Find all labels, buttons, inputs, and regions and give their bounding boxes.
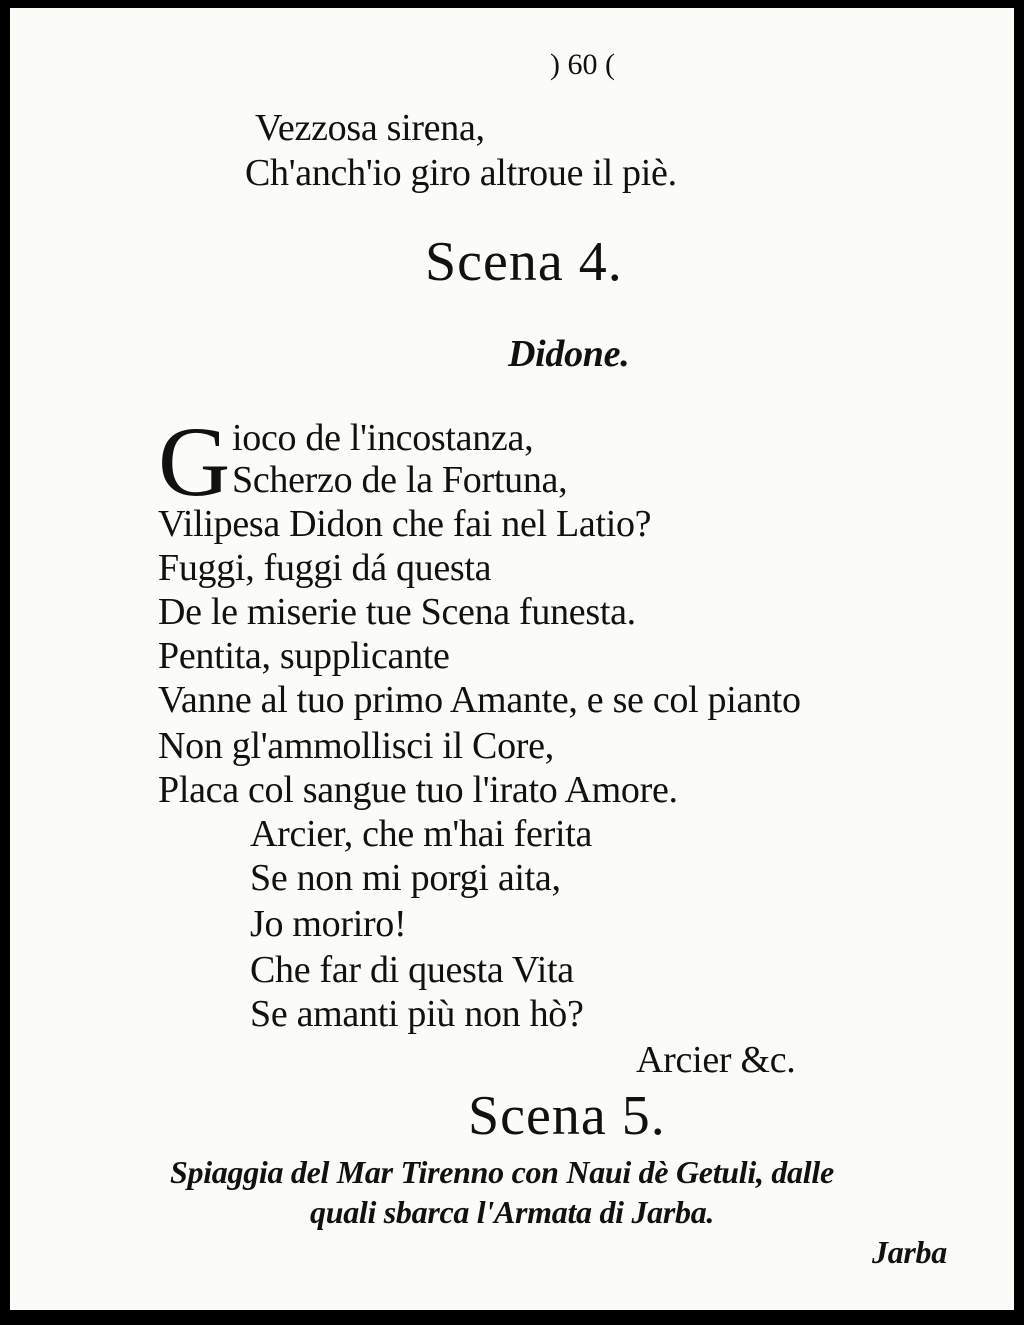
- page-number: ) 60 (: [550, 48, 615, 81]
- speaker-didone: Didone.: [508, 333, 630, 375]
- book-page: [10, 8, 1014, 1310]
- verse-line: Ch'anch'io giro altroue il piè.: [245, 152, 677, 194]
- scene-5-description: quali sbarca l'Armata di Jarba.: [310, 1194, 715, 1230]
- aria-line: Arcier, che m'hai ferita: [250, 813, 593, 855]
- verse-line: Vilipesa Didon che fai nel Latio?: [158, 503, 652, 545]
- aria-line: Jo moriro!: [250, 903, 407, 945]
- aria-refrain: Arcier &c.: [636, 1039, 796, 1081]
- aria-line: Che far di questa Vita: [250, 949, 574, 991]
- verse-line: De le miserie tue Scena funesta.: [158, 591, 636, 633]
- speaker-jarba: Jarba: [872, 1234, 947, 1270]
- scene-5-description: Spiaggia del Mar Tirenno con Naui dè Getuli, dalle: [170, 1154, 834, 1190]
- verse-line: Non gl'ammollisci il Core,: [158, 725, 554, 767]
- verse-line: Vezzosa sirena,: [255, 107, 485, 149]
- scene-4-title: Scena 4.: [425, 231, 623, 293]
- verse-line: ioco de l'incostanza,: [232, 417, 534, 459]
- aria-line: Se amanti più non hò?: [250, 993, 584, 1035]
- verse-line: Vanne al tuo primo Amante, e se col pianto: [158, 679, 801, 721]
- aria-line: Se non mi porgi aita,: [250, 857, 561, 899]
- scene-5-title: Scena 5.: [468, 1085, 666, 1147]
- verse-line: Pentita, supplicante: [158, 635, 450, 677]
- verse-line: Fuggi, fuggi dá questa: [158, 547, 492, 589]
- drop-capital: G: [158, 406, 231, 517]
- verse-line: Scherzo de la Fortuna,: [232, 459, 568, 501]
- verse-line: Placa col sangue tuo l'irato Amore.: [158, 769, 678, 811]
